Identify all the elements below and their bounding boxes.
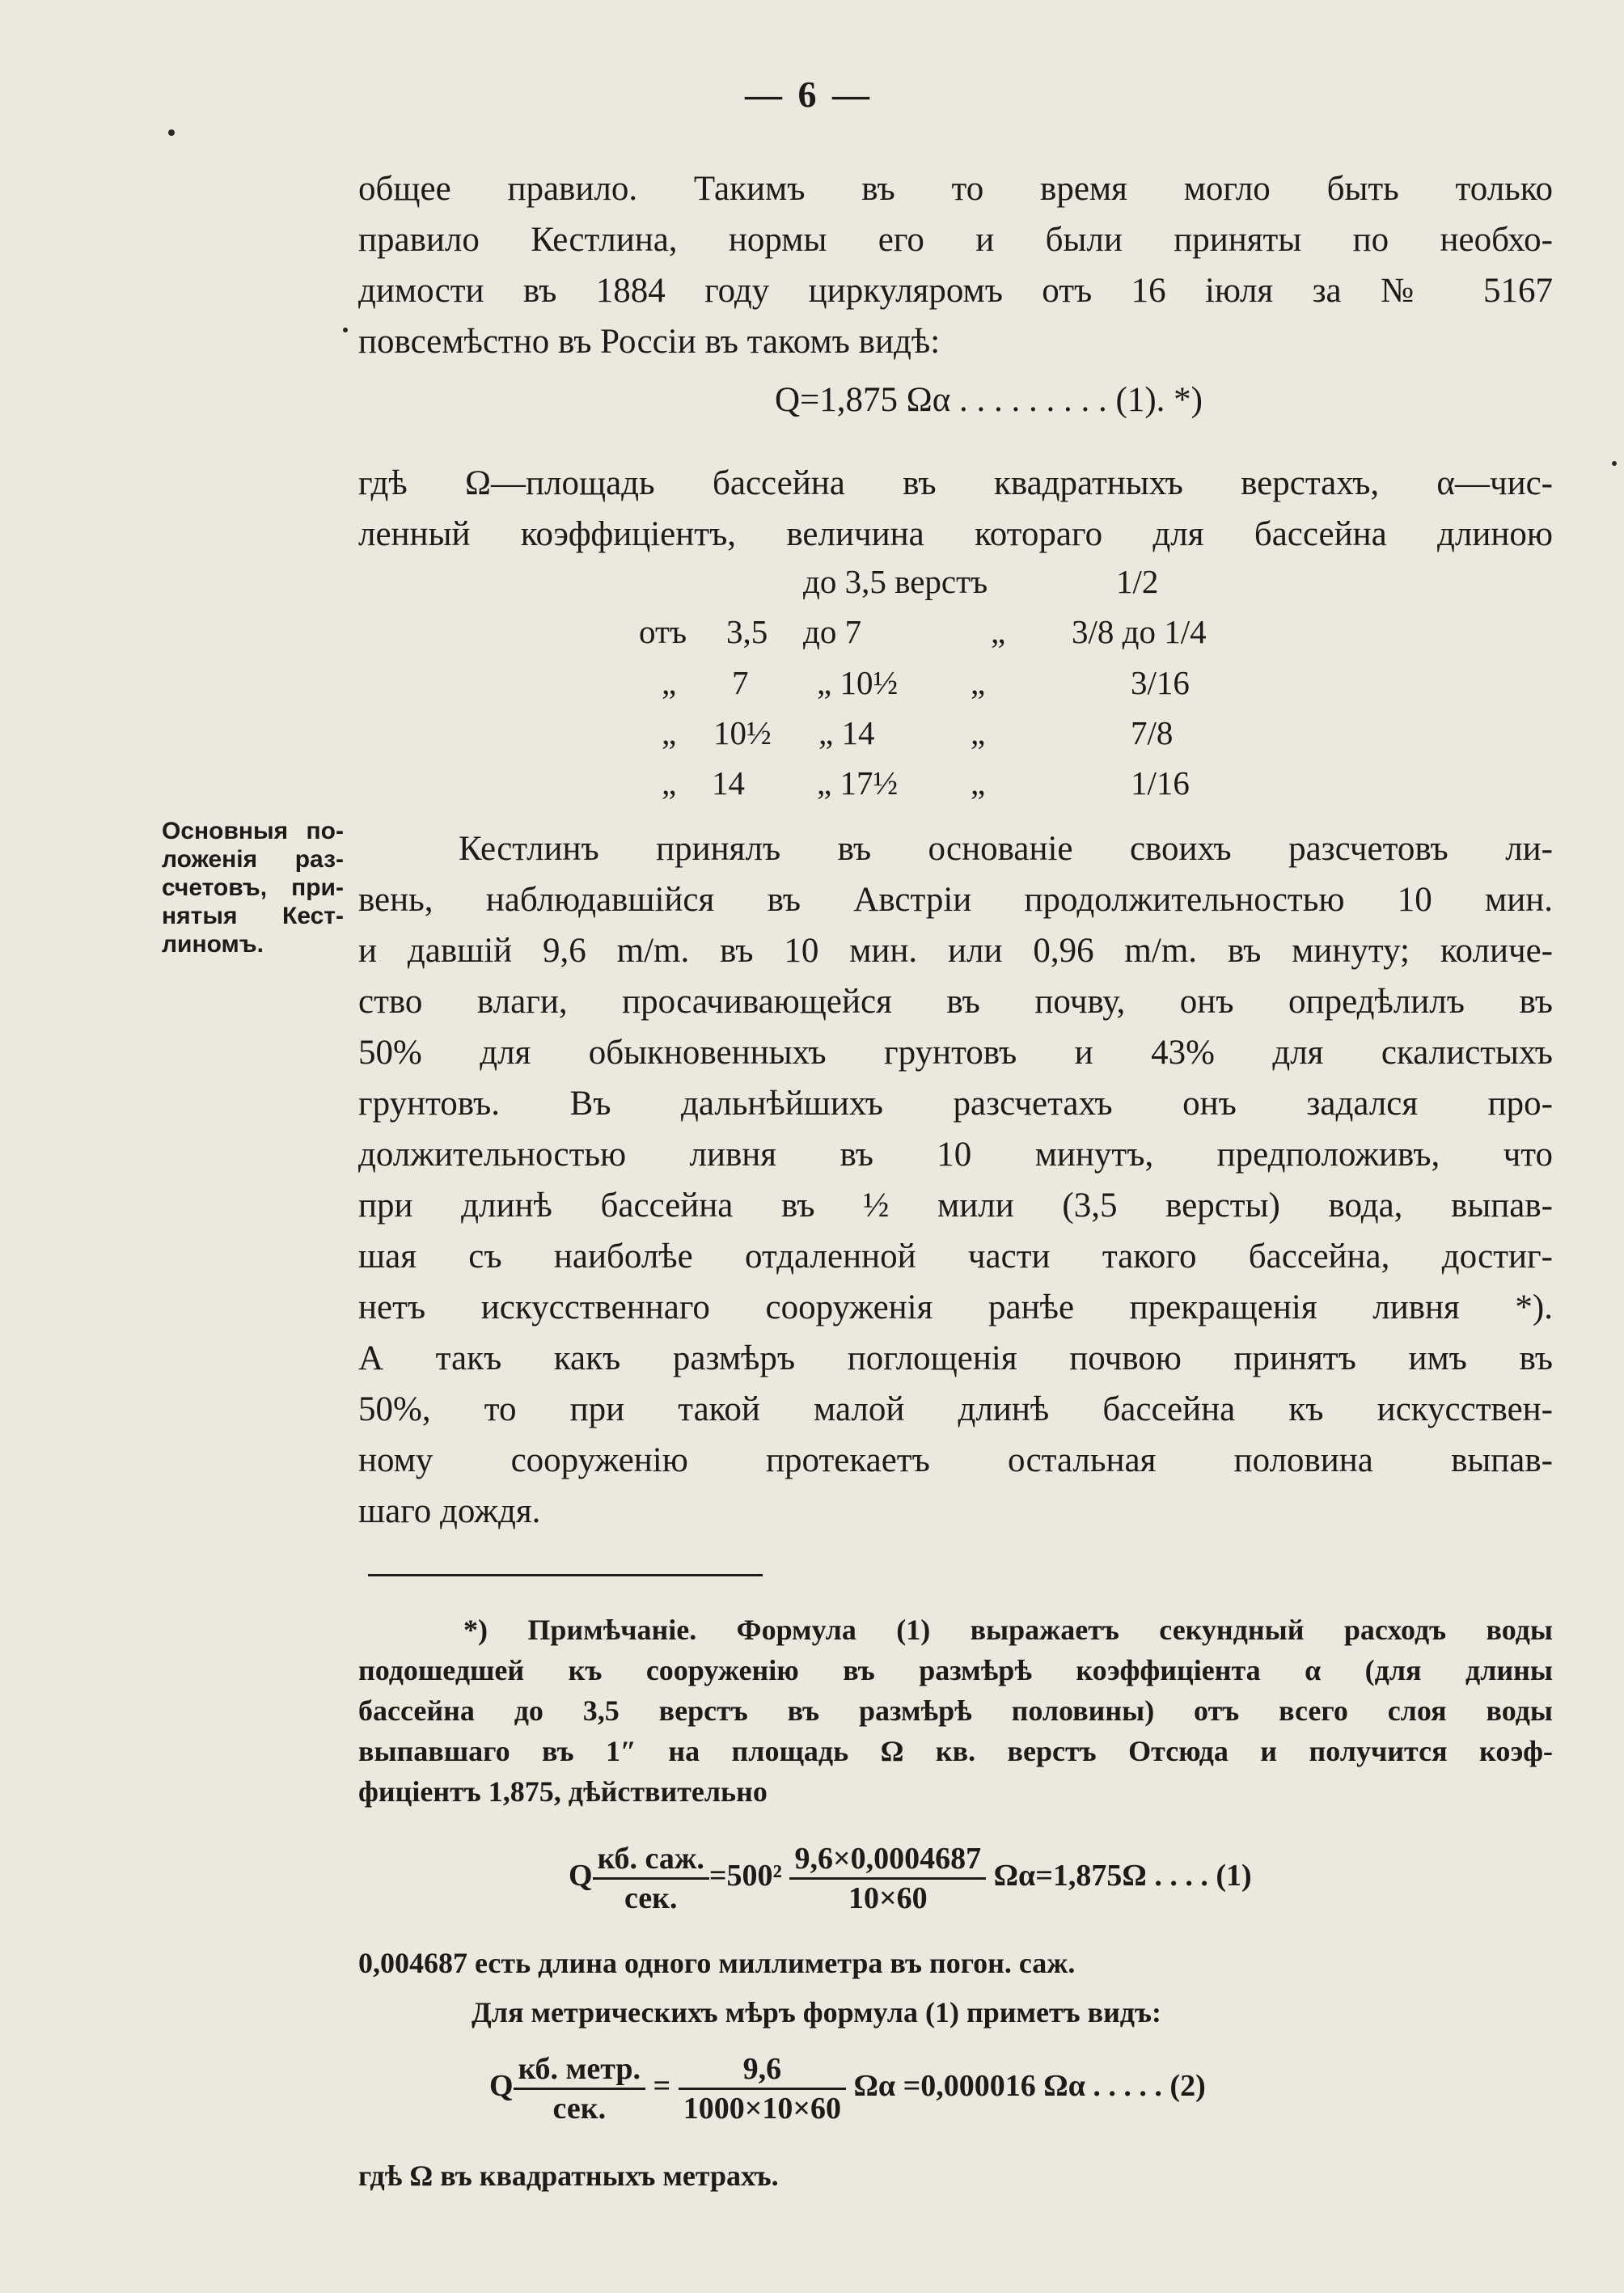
footnote-line: фиціентъ 1,875, дѣйствительно bbox=[358, 1775, 768, 1808]
table-cell: „ bbox=[662, 714, 677, 751]
table-cell: „ bbox=[971, 764, 986, 802]
text-line: повсемѣстно въ Россіи въ такомъ видѣ: bbox=[358, 323, 941, 361]
table-cell: „ 10½ bbox=[817, 664, 899, 701]
fraction-numerator: 9,6 bbox=[679, 2050, 846, 2090]
text-line: общее правило. Такимъ въ то время могло быть только bbox=[358, 170, 1553, 208]
text-line: шаго дождя. bbox=[358, 1492, 541, 1530]
text-line: и давшій 9,6 m/m. въ 10 мин. или 0,96 m/m. въ минуту; количе- bbox=[358, 932, 1553, 970]
table-cell: 10½ bbox=[713, 714, 772, 751]
footnote-last bbox=[358, 2156, 1553, 2196]
table-row bbox=[0, 562, 1624, 603]
footnote-line: подошедшей къ сооруженію въ размѣрѣ коэффиціента α (для длины bbox=[358, 1654, 1553, 1686]
footnote-line: Для метрическихъ мѣръ формула (1) приметъ видъ: bbox=[472, 1996, 1161, 2029]
text-line: при длинѣ бассейна въ ½ мили (3,5 версты) вода, выпав- bbox=[358, 1187, 1553, 1225]
fraction-denominator: 10×60 bbox=[848, 1881, 928, 1915]
table-cell: „ bbox=[662, 764, 677, 802]
fraction-denominator: 1000×10×60 bbox=[683, 2092, 841, 2126]
value-fraction bbox=[679, 2050, 846, 2127]
text-line: ленный коэффиціентъ, величина котораго для бассейна длиною bbox=[358, 515, 1553, 553]
fraction-denominator: сек. bbox=[552, 2092, 607, 2126]
intro-paragraph bbox=[358, 163, 1553, 367]
text-line: гдѣ Ω—площадь бассейна въ квадратныхъ верстахъ, α—чис- bbox=[358, 464, 1553, 502]
table-cell: „ 17½ bbox=[817, 764, 899, 802]
footnote-continued bbox=[358, 1943, 1553, 1983]
footnote-line: 0,004687 есть длина одного миллиметра въ погон. саж. bbox=[358, 1947, 1076, 1979]
text-line: вень, наблюдавшійся въ Австріи продолжительностью 10 мин. bbox=[358, 881, 1553, 919]
ink-speck bbox=[343, 328, 348, 332]
footnote-divider bbox=[368, 1574, 763, 1576]
fraction-numerator: кб. саж. bbox=[593, 1840, 709, 1880]
text-line: 50% для обыкновенныхъ грунтовъ и 43% для скалистыхъ bbox=[358, 1034, 1553, 1072]
table-row bbox=[0, 612, 1624, 653]
fraction-denominator: сек. bbox=[624, 1881, 678, 1915]
table-cell: до 3,5 верстъ bbox=[803, 563, 988, 600]
table-cell: „ bbox=[662, 664, 677, 701]
formula-equals: = bbox=[653, 2069, 671, 2104]
metric-intro bbox=[472, 1992, 1442, 2033]
table-cell: „ bbox=[991, 613, 1006, 650]
formula-tail: Ωα=1,875Ω . . . . (1) bbox=[993, 1859, 1252, 1893]
footnote bbox=[358, 1610, 1553, 1812]
definition-paragraph bbox=[358, 458, 1553, 560]
margin-note-line: счетовъ, при- bbox=[162, 874, 344, 901]
table-cell: отъ bbox=[639, 613, 687, 650]
text-line: ство влаги, просачивающейся въ почву, онъ опредѣлилъ въ bbox=[358, 983, 1553, 1021]
text-line: должительностью ливня въ 10 минутъ, предположивъ, что bbox=[358, 1136, 1553, 1174]
main-paragraph bbox=[358, 823, 1553, 1537]
formula-metric bbox=[489, 2050, 1206, 2127]
formula-equals: =500² bbox=[708, 1859, 782, 1893]
table-cell: 3/16 bbox=[1131, 664, 1190, 701]
text-line: Кестлинъ принялъ въ основаніе своихъ разсчетовъ ли- bbox=[459, 830, 1553, 868]
margin-note-line: линомъ. bbox=[162, 931, 264, 958]
fraction-numerator: 9,6×0,0004687 bbox=[789, 1840, 986, 1880]
formula-sazhen bbox=[569, 1840, 1252, 1917]
text-line: ному сооруженію протекаетъ остальная половина выпав- bbox=[358, 1441, 1553, 1479]
text-line: шая съ наиболѣе отдаленной части такого бассейна, достиг- bbox=[358, 1237, 1553, 1276]
text-line: А такъ какъ размѣръ поглощенія почвою принятъ имъ въ bbox=[358, 1339, 1553, 1377]
margin-note bbox=[162, 817, 344, 958]
table-cell: 3,5 bbox=[726, 613, 768, 650]
unit-fraction bbox=[593, 1840, 709, 1917]
main-formula: Q=1,875 Ωα . . . . . . . . . (1). *) bbox=[775, 381, 1203, 419]
value-fraction bbox=[789, 1840, 986, 1917]
text-line: 50%, то при такой малой длинѣ бассейна къ искусствен- bbox=[358, 1390, 1553, 1428]
table-cell: до 7 bbox=[803, 613, 862, 650]
margin-note-line: ложенія раз- bbox=[162, 846, 344, 873]
ink-speck bbox=[168, 129, 175, 136]
formula-tail: Ωα =0,000016 Ωα . . . . . (2) bbox=[853, 2069, 1206, 2104]
text-line: грунтовъ. Въ дальнѣйшихъ разсчетахъ онъ задался про- bbox=[358, 1085, 1553, 1123]
unit-fraction bbox=[514, 2050, 645, 2127]
table-row bbox=[0, 764, 1624, 804]
footnote-line: *) Примѣчаніе. Формула (1) выражаетъ секундный расходъ воды bbox=[463, 1614, 1553, 1646]
footnote-line: бассейна до 3,5 верстъ въ размѣрѣ половины) отъ всего слоя воды bbox=[358, 1694, 1553, 1727]
table-row bbox=[0, 663, 1624, 704]
table-cell: „ bbox=[971, 714, 986, 751]
footnote-line: гдѣ Ω въ квадратныхъ метрахъ. bbox=[358, 2160, 779, 2192]
text-line: правило Кестлина, нормы его и были приняты по необхо- bbox=[358, 221, 1553, 259]
table-cell: 14 bbox=[712, 764, 745, 802]
text-line: димости въ 1884 году циркуляромъ отъ 16 іюля за № 5167 bbox=[358, 272, 1553, 310]
table-row bbox=[0, 713, 1624, 754]
text-line: нетъ искусственнаго сооруженія ранѣе прекращенія ливня *). bbox=[358, 1288, 1553, 1326]
page-number: — 6 — bbox=[745, 74, 873, 115]
table-cell: 7 bbox=[732, 664, 749, 701]
table-cell: 1/2 bbox=[1116, 563, 1159, 600]
table-cell: „ 14 bbox=[818, 714, 875, 751]
fraction-numerator: кб. метр. bbox=[514, 2050, 645, 2090]
table-cell: „ bbox=[971, 664, 986, 701]
margin-note-line: Основныя по- bbox=[162, 818, 344, 844]
table-cell: 7/8 bbox=[1131, 714, 1174, 751]
ink-speck bbox=[1612, 461, 1617, 466]
formula-lead: Q bbox=[569, 1859, 593, 1893]
table-cell: 1/16 bbox=[1131, 764, 1190, 802]
formula-lead: Q bbox=[489, 2069, 514, 2104]
table-cell: 3/8 до 1/4 bbox=[1072, 613, 1207, 650]
footnote-line: выпавшаго въ 1″ на площадь Ω кв. верстъ Отсюда и получится коэф- bbox=[358, 1735, 1553, 1767]
margin-note-line: нятыя Кест- bbox=[162, 903, 344, 929]
